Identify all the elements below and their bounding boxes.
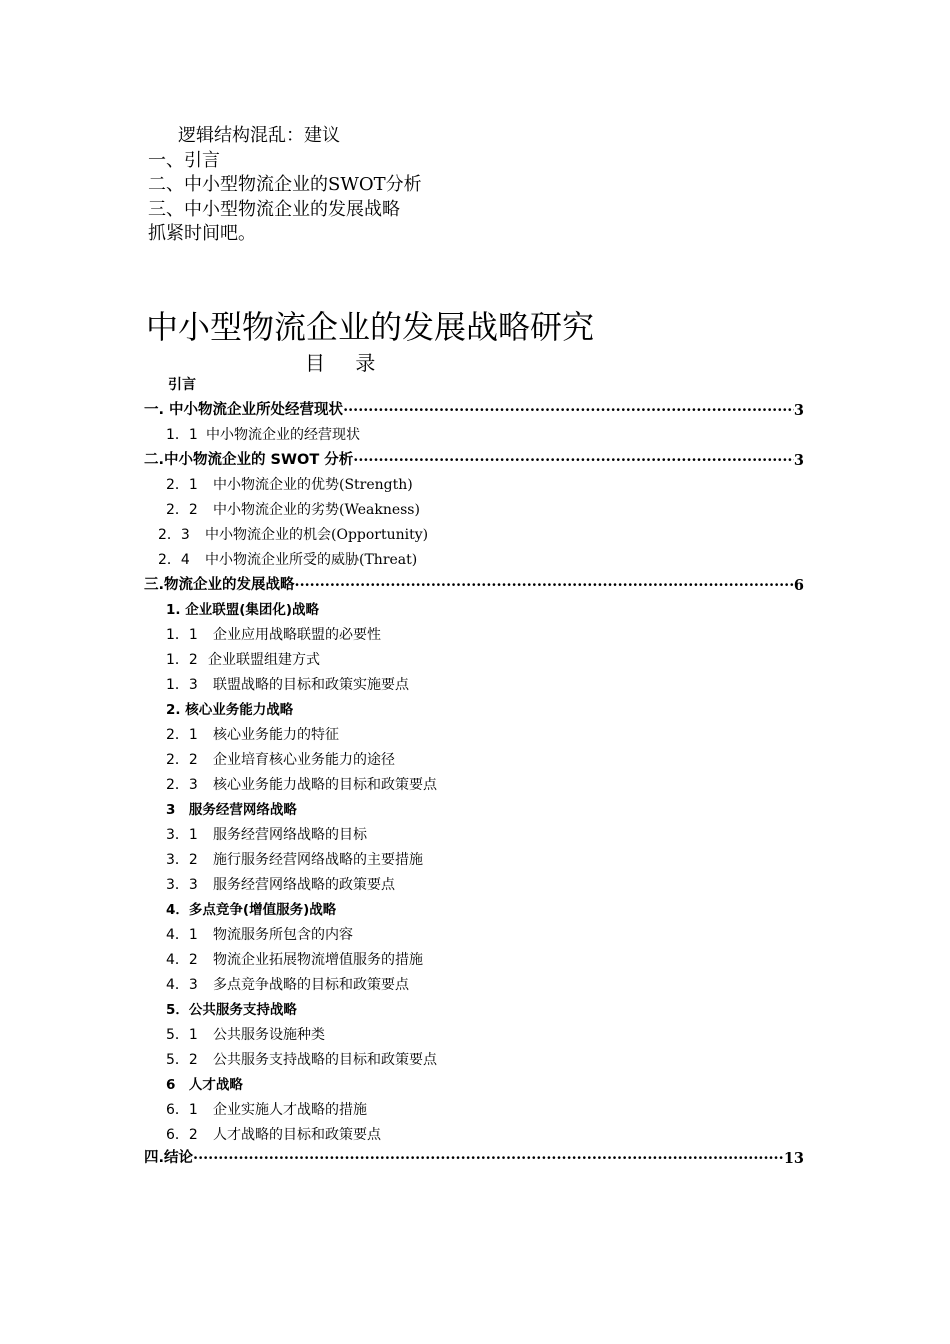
- toc-leader-dots: [353, 448, 794, 473]
- toc-section-label: 一. 中小物流企业所处经营现状: [144, 402, 344, 418]
- document-title: 中小型物流企业的发展战略研究: [146, 308, 595, 346]
- toc-item-number: 6．2: [166, 1127, 198, 1143]
- toc-item-number: 2．1: [166, 727, 198, 743]
- toc-item-2-2[interactable]: [166, 498, 420, 523]
- toc-item-text: 施行服务经营网络战略的主要措施: [213, 852, 423, 868]
- toc-section-3[interactable]: [144, 573, 804, 598]
- toc-group-1[interactable]: 1. 企业联盟(集团化)战略: [166, 602, 320, 618]
- toc-item-text: 服务经营网络战略的目标: [213, 827, 367, 843]
- toc-item-g6-2[interactable]: [166, 1123, 381, 1148]
- toc-item-text: 服务经营网络战略的政策要点: [213, 877, 395, 893]
- toc-item-number: 2．2: [166, 502, 198, 518]
- reviewer-note: [148, 124, 422, 247]
- toc-item-text: 核心业务能力的特征: [213, 727, 339, 743]
- toc-item-g2-2[interactable]: [166, 748, 395, 773]
- toc-item-number: 4．2: [166, 952, 198, 968]
- toc-item-number: 5．1: [166, 1027, 198, 1043]
- toc-item-text: 中小物流企业的优势(Strength): [213, 477, 413, 493]
- toc-item-2-1[interactable]: [166, 473, 413, 498]
- toc-item-g2-1[interactable]: [166, 723, 339, 748]
- toc-item-text: 中小物流企业的经营现状: [206, 427, 360, 443]
- toc-item-text: 中小物流企业的劣势(Weakness): [213, 502, 420, 518]
- toc-item-text: 中小物流企业的机会(Opportunity): [205, 527, 429, 543]
- toc-section-label: 三.物流企业的发展战略: [144, 577, 295, 593]
- toc-group-4[interactable]: 4．多点竞争(增值服务)战略: [166, 902, 337, 918]
- note-line: 抓紧时间吧。: [148, 223, 256, 244]
- toc-item-text: 中小物流企业所受的威胁(Threat): [205, 552, 418, 568]
- toc-item-g6-1[interactable]: [166, 1098, 367, 1123]
- toc-item-text: 企业实施人才战略的措施: [213, 1102, 367, 1118]
- toc-section-4[interactable]: [144, 1146, 804, 1171]
- toc-item-g4-2[interactable]: [166, 948, 423, 973]
- toc-group-6[interactable]: 6 人才战略: [166, 1077, 243, 1093]
- toc-item-text: 企业应用战略联盟的必要性: [213, 627, 381, 643]
- toc-section-label: 二.中小物流企业的 SWOT 分析: [144, 452, 354, 468]
- toc-item-2-3[interactable]: [158, 523, 428, 548]
- toc-item-g3-3[interactable]: [166, 873, 395, 898]
- toc-item-text: 公共服务设施种类: [213, 1027, 325, 1043]
- toc-item-number: 5．2: [166, 1052, 198, 1068]
- note-line: 一、引言: [148, 149, 220, 171]
- toc-page-number: 3: [793, 452, 804, 469]
- note-line: 逻辑结构混乱：建议: [178, 125, 340, 146]
- toc-item-number: 2．3: [166, 777, 198, 793]
- toc-item-number: 3．2: [166, 852, 198, 868]
- toc-item-text: 公共服务支持战略的目标和政策要点: [213, 1052, 437, 1068]
- toc-item-text: 多点竞争战略的目标和政策要点: [213, 977, 409, 993]
- toc-heading: 目 录: [305, 351, 388, 375]
- toc-item-number: 2．2: [166, 752, 198, 768]
- toc-item-1-1[interactable]: [166, 423, 360, 448]
- toc-item-g4-3[interactable]: [166, 973, 409, 998]
- toc-item-g4-1[interactable]: [166, 923, 353, 948]
- toc-item-g1-2[interactable]: [166, 648, 320, 673]
- toc-group-2[interactable]: 2. 核心业务能力战略: [166, 702, 294, 718]
- toc-item-number: 2．3: [158, 527, 190, 543]
- toc-item-number: 6．1: [166, 1102, 198, 1118]
- toc-leader-dots: [193, 1146, 784, 1171]
- toc-item-number: 4．1: [166, 927, 198, 943]
- toc-item-number: 2．4: [158, 552, 190, 568]
- toc-item-number: 2．1: [166, 477, 198, 493]
- toc-item-g5-1[interactable]: [166, 1023, 325, 1048]
- toc-item-g3-1[interactable]: [166, 823, 367, 848]
- toc-item-g3-2[interactable]: [166, 848, 423, 873]
- toc-item-number: 1．3: [166, 677, 198, 693]
- toc-item-g5-2[interactable]: [166, 1048, 437, 1073]
- toc-item-text: 人才战略的目标和政策要点: [213, 1127, 381, 1143]
- note-line: 二、中小型物流企业的SWOT分析: [148, 174, 422, 195]
- toc-item-number: 1．2: [166, 652, 198, 668]
- toc-item-number: 1．1: [166, 427, 198, 443]
- toc-group-5[interactable]: 5．公共服务支持战略: [166, 1002, 297, 1018]
- toc-item-g1-1[interactable]: [166, 623, 381, 648]
- toc-item-g2-3[interactable]: [166, 773, 437, 798]
- toc-item-number: 3．3: [166, 877, 198, 893]
- toc-section-1[interactable]: [144, 398, 804, 423]
- toc-section-2[interactable]: [144, 448, 804, 473]
- toc-item-2-4[interactable]: [158, 548, 417, 573]
- toc-page-number: 13: [783, 1150, 804, 1167]
- toc-intro[interactable]: 引言: [168, 377, 196, 393]
- toc-item-g1-3[interactable]: [166, 673, 409, 698]
- toc-leader-dots: [343, 398, 794, 423]
- toc-section-label: 四.结论: [144, 1150, 194, 1166]
- toc-item-number: 1．1: [166, 627, 198, 643]
- toc-item-text: 核心业务能力战略的目标和政策要点: [213, 777, 437, 793]
- toc-item-text: 企业联盟组建方式: [208, 652, 320, 668]
- toc-leader-dots: [295, 573, 794, 598]
- toc-item-number: 3．1: [166, 827, 198, 843]
- toc-item-text: 企业培育核心业务能力的途径: [213, 752, 395, 768]
- toc-page-number: 6: [793, 577, 804, 594]
- note-line: 三、中小型物流企业的发展战略: [148, 198, 400, 220]
- toc-page-number: 3: [793, 402, 804, 419]
- toc-item-text: 联盟战略的目标和政策实施要点: [213, 677, 409, 693]
- toc-group-3[interactable]: 3 服务经营网络战略: [166, 802, 297, 818]
- toc-item-number: 4．3: [166, 977, 198, 993]
- toc-item-text: 物流企业拓展物流增值服务的措施: [213, 952, 423, 968]
- toc-item-text: 物流服务所包含的内容: [213, 927, 353, 943]
